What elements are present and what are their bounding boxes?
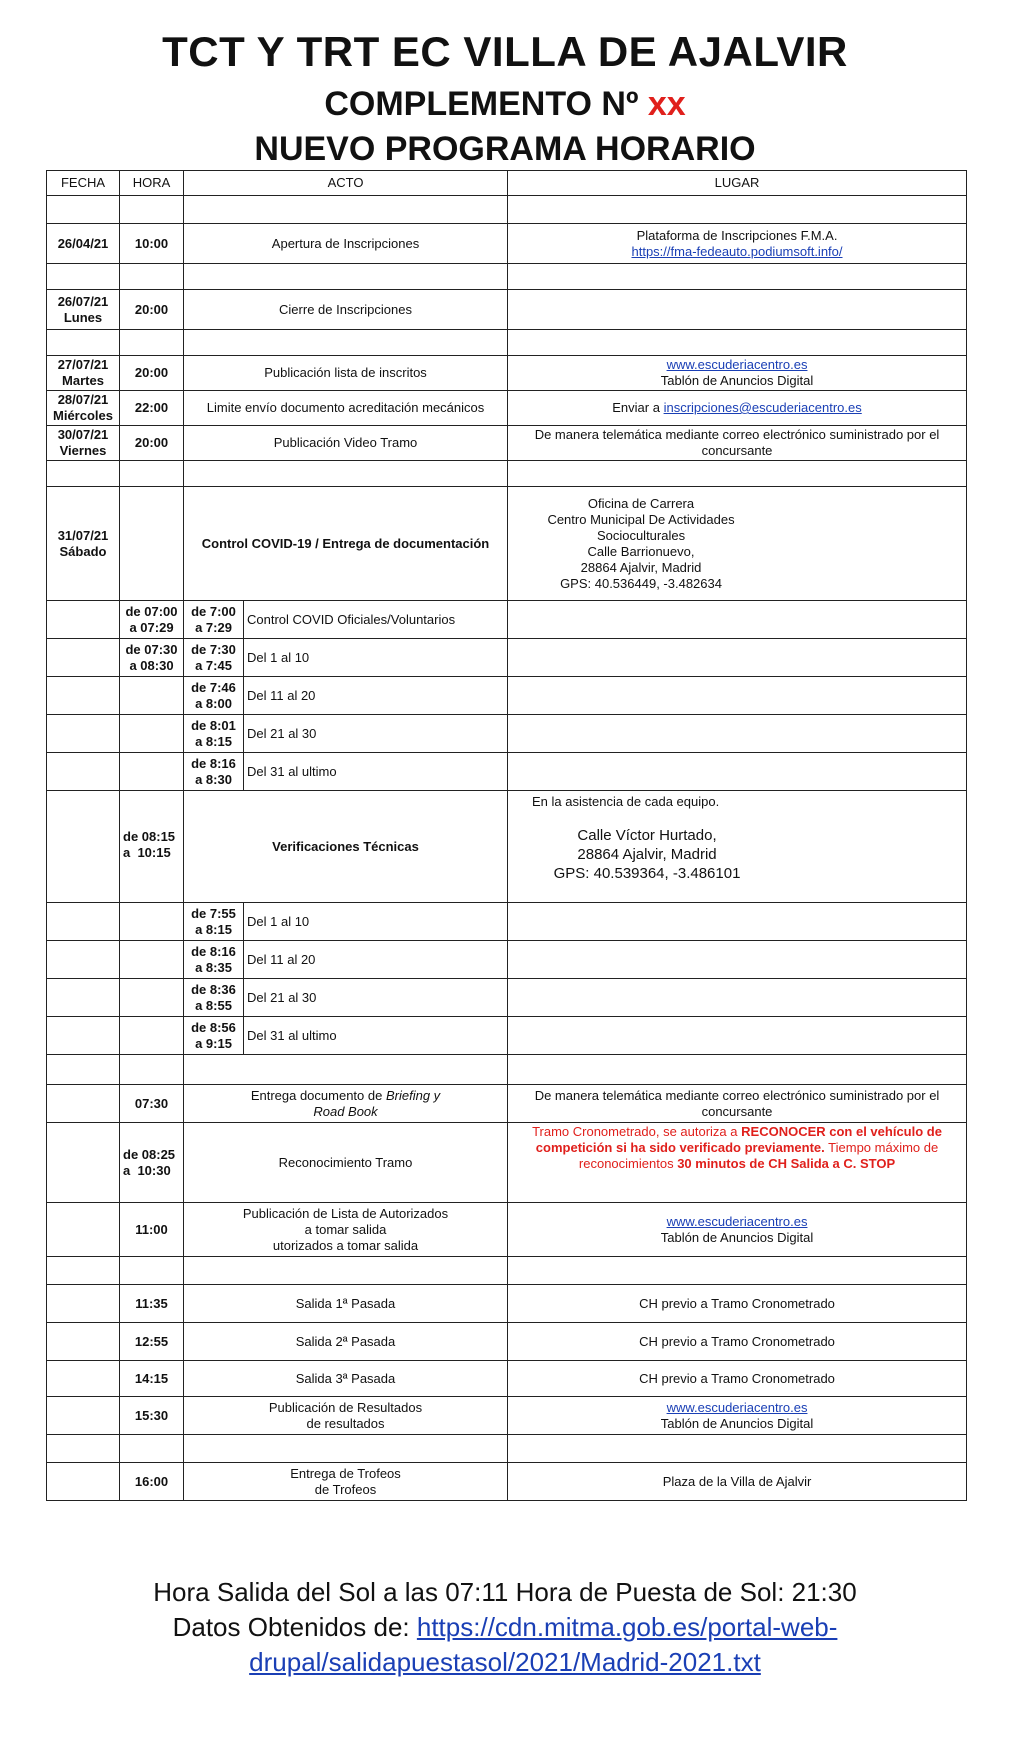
hora-cell: 20:00 [120, 426, 184, 461]
lugar-text: Plataforma de Inscripciones F.M.A. [636, 227, 838, 243]
fecha-date: 27/07/21 [57, 357, 109, 372]
acto-line: Entrega de Trofeos [290, 1465, 401, 1481]
acto-cell: Del 31 al ultimo [244, 1017, 508, 1055]
hora-from: de 07:00 [125, 603, 178, 619]
hora-cell: 14:15 [120, 1361, 184, 1397]
fecha-cell [47, 356, 120, 391]
hora-cell [120, 941, 184, 979]
lugar-line: 28864 Ajalvir, Madrid [580, 559, 702, 575]
subhora-from: de 8:36 [191, 981, 236, 997]
fecha-cell [47, 1123, 120, 1203]
lugar-cell: CH previo a Tramo Cronometrado [508, 1285, 967, 1323]
fecha-day: Sábado [59, 543, 107, 559]
hora-cell: 10:00 [120, 224, 184, 264]
acto-cell: Verificaciones Técnicas [184, 791, 508, 903]
lugar-cell [508, 941, 967, 979]
fecha-cell [47, 753, 120, 791]
hora-from: de 08:15 [123, 829, 176, 844]
lugar-line: 28864 Ajalvir, Madrid [577, 846, 717, 863]
table-header-row [47, 171, 967, 196]
table-row [47, 941, 967, 979]
document-title: TCT Y TRT EC VILLA DE AJALVIR [162, 28, 848, 75]
fecha-cell [47, 1463, 120, 1501]
lugar-cell [508, 224, 967, 264]
lugar-text: Tablón de Anuncios Digital [660, 1415, 814, 1431]
acto-line: Publicación de Resultados [268, 1399, 423, 1415]
hora-cell [120, 715, 184, 753]
fecha-cell [47, 1397, 120, 1435]
hora-cell: 07:30 [120, 1085, 184, 1123]
lugar-cell: De manera telemática mediante correo electrónico suministrado por el concursante [508, 426, 967, 461]
fecha-date: 28/07/21 [57, 392, 109, 407]
subhora-from: de 7:46 [191, 679, 236, 695]
table-row [47, 1123, 967, 1203]
lugar-cell [508, 677, 967, 715]
col-header-lugar: LUGAR [508, 171, 967, 196]
recon-note-bold: 30 minutos de CH Salida a C. STOP [677, 1156, 896, 1171]
hora-cell [120, 601, 184, 639]
hora-from: de 08:25 [123, 1146, 176, 1162]
lugar-text: Tablón de Anuncios Digital [660, 1229, 814, 1245]
email-link[interactable]: inscripciones@escuderiacentro.es [663, 400, 862, 415]
hora-cell [120, 639, 184, 677]
table-row [47, 1397, 967, 1435]
lugar-cell [508, 601, 967, 639]
table-row [47, 487, 967, 601]
source-prefix: Datos Obtenidos de: [172, 1612, 410, 1642]
subhora-cell [184, 639, 244, 677]
acto-emphasis: Briefing y [385, 1087, 441, 1103]
lugar-cell [508, 639, 967, 677]
lugar-cell [508, 903, 967, 941]
lugar-cell [508, 1203, 967, 1257]
hora-cell: 11:00 [120, 1203, 184, 1257]
table-row [47, 791, 967, 903]
fecha-date: 26/07/21 [57, 293, 109, 309]
table-row [47, 290, 967, 330]
hora-to: a 07:29 [129, 619, 174, 635]
subhora-from: de 8:01 [191, 717, 236, 733]
subhora-from: de 7:55 [191, 905, 236, 921]
hora-cell: 20:00 [120, 290, 184, 330]
complement-label: COMPLEMENTO Nº [324, 85, 639, 123]
fecha-cell [47, 426, 120, 461]
fecha-day: Martes [62, 373, 104, 388]
fecha-cell [47, 677, 120, 715]
acto-line: de Trofeos [314, 1481, 377, 1497]
subhora-cell [184, 601, 244, 639]
fecha-cell [47, 1017, 120, 1055]
subhora-to: a 8:55 [195, 997, 232, 1013]
lugar-cell: De manera telemática mediante correo electrónico suministrado por el concursante [508, 1085, 967, 1123]
lugar-cell [508, 753, 967, 791]
subhora-to: a 8:00 [195, 695, 232, 711]
acto-cell: Salida 3ª Pasada [184, 1361, 508, 1397]
acto-text: Entrega documento de [250, 1087, 383, 1103]
lugar-cell [508, 1123, 967, 1203]
lugar-text: Enviar a [612, 400, 660, 415]
subhora-to: a 7:45 [195, 657, 232, 673]
subhora-from: de 7:30 [191, 641, 236, 657]
hora-to: a 08:30 [129, 657, 174, 673]
lugar-cell: Plaza de la Villa de Ajalvir [508, 1463, 967, 1501]
hora-cell [120, 487, 184, 601]
fecha-cell [47, 791, 120, 903]
lugar-note: En la asistencia de cada equipo. [532, 794, 720, 809]
col-header-acto: ACTO [184, 171, 508, 196]
acto-cell: Control COVID Oficiales/Voluntarios [244, 601, 508, 639]
escuderia-link[interactable]: www.escuderiacentro.es [666, 1399, 808, 1415]
acto-cell: Salida 2ª Pasada [184, 1323, 508, 1361]
acto-cell: Del 1 al 10 [244, 639, 508, 677]
table-row [47, 1017, 967, 1055]
fecha-cell [47, 715, 120, 753]
spacer-row [47, 196, 967, 224]
table-row [47, 639, 967, 677]
subhora-cell [184, 753, 244, 791]
fecha-cell [47, 601, 120, 639]
hora-cell [120, 677, 184, 715]
acto-cell: Limite envío documento acreditación mecánicos [184, 391, 508, 426]
hora-cell: 12:55 [120, 1323, 184, 1361]
acto-cell: Control COVID-19 / Entrega de documentación [184, 487, 508, 601]
lugar-cell [508, 1397, 967, 1435]
subhora-cell [184, 903, 244, 941]
table-row [47, 1361, 967, 1397]
hora-to: a 10:15 [123, 845, 171, 860]
acto-cell: Del 1 al 10 [244, 903, 508, 941]
subhora-cell [184, 715, 244, 753]
col-header-hora: HORA [120, 171, 184, 196]
spacer-row [47, 330, 967, 356]
fma-link[interactable]: https://fma-fedeauto.podiumsoft.info/ [631, 243, 843, 259]
fecha-cell [47, 290, 120, 330]
fecha-date: 31/07/21 [57, 527, 109, 543]
table-row [47, 356, 967, 391]
acto-cell: Del 11 al 20 [244, 677, 508, 715]
lugar-cell [508, 391, 967, 426]
acto-cell: Del 31 al ultimo [244, 753, 508, 791]
fecha-date: 30/07/21 [57, 427, 109, 442]
recon-note: Tiempo máximo de reconocimientos [578, 1140, 939, 1171]
lugar-line: GPS: 40.536449, -3.482634 [560, 575, 722, 591]
hora-cell: 15:30 [120, 1397, 184, 1435]
lugar-line: Oficina de Carrera [587, 495, 695, 511]
lugar-cell: CH previo a Tramo Cronometrado [508, 1323, 967, 1361]
table-row [47, 979, 967, 1017]
subhora-to: a 8:15 [195, 921, 232, 937]
acto-cell: Salida 1ª Pasada [184, 1285, 508, 1323]
fecha-cell [47, 1285, 120, 1323]
lugar-line: Centro Municipal De Actividades [547, 511, 735, 527]
escuderia-link[interactable]: www.escuderiacentro.es [666, 1213, 808, 1229]
lugar-cell [508, 1017, 967, 1055]
acto-cell [184, 1397, 508, 1435]
subhora-to: a 9:15 [195, 1035, 232, 1051]
acto-cell: Del 21 al 30 [244, 979, 508, 1017]
subhora-to: a 7:29 [195, 619, 232, 635]
lugar-line: GPS: 40.539364, -3.486101 [553, 865, 741, 882]
acto-emphasis: Road Book [313, 1103, 378, 1119]
fecha-day: Viernes [59, 443, 107, 458]
hora-cell: 11:35 [120, 1285, 184, 1323]
complement-heading [0, 85, 1010, 124]
lugar-cell [508, 791, 967, 903]
hora-cell [120, 979, 184, 1017]
acto-cell: Cierre de Inscripciones [184, 290, 508, 330]
fecha-cell [47, 1203, 120, 1257]
acto-line: utorizados a tomar salida [272, 1237, 419, 1253]
acto-cell [184, 1203, 508, 1257]
table-row [47, 1463, 967, 1501]
lugar-text: Tablón de Anuncios Digital [660, 373, 814, 388]
lugar-cell [508, 715, 967, 753]
fecha-cell [47, 941, 120, 979]
subhora-to: a 8:30 [195, 771, 232, 787]
fecha-cell [47, 639, 120, 677]
source-line [0, 1610, 1010, 1645]
lugar-line: Calle Víctor Hurtado, [577, 827, 717, 844]
subhora-to: a 8:15 [195, 733, 232, 749]
acto-cell: Apertura de Inscripciones [184, 224, 508, 264]
fecha-cell [47, 979, 120, 1017]
hora-cell [120, 791, 184, 903]
table-row [47, 753, 967, 791]
hora-to: a 10:30 [123, 1162, 171, 1178]
lugar-cell [508, 487, 967, 601]
subhora-from: de 7:00 [191, 603, 236, 619]
table-row [47, 1085, 967, 1123]
hora-cell [120, 903, 184, 941]
acto-cell: Del 11 al 20 [244, 941, 508, 979]
hora-cell: 20:00 [120, 356, 184, 391]
acto-line: de resultados [306, 1415, 385, 1431]
table-row [47, 601, 967, 639]
acto-cell [184, 1463, 508, 1501]
fecha-cell [47, 487, 120, 601]
source-line-2 [0, 1645, 1010, 1680]
lugar-line: Socioculturales [596, 527, 686, 543]
lugar-cell: CH previo a Tramo Cronometrado [508, 1361, 967, 1397]
spacer-row [47, 264, 967, 290]
lugar-cell [508, 356, 967, 391]
fecha-day: Lunes [63, 309, 103, 325]
fecha-day: Miércoles [53, 408, 113, 423]
table-row [47, 677, 967, 715]
acto-cell [184, 1085, 508, 1123]
acto-line: Publicación de Lista de Autorizados [242, 1205, 449, 1221]
table-row [47, 1285, 967, 1323]
hora-cell: 22:00 [120, 391, 184, 426]
table-row [47, 391, 967, 426]
spacer-row [47, 1055, 967, 1085]
fecha-cell [47, 1361, 120, 1397]
fecha-cell [47, 1323, 120, 1361]
table-row [47, 903, 967, 941]
spacer-row [47, 1257, 967, 1285]
hora-cell [120, 1123, 184, 1203]
fecha-cell: 26/04/21 [47, 224, 120, 264]
recon-note-bold: RECONOCER con el vehículo de competición si ha sido verificado previamente. [535, 1124, 942, 1155]
table-row [47, 426, 967, 461]
subhora-from: de 8:56 [191, 1019, 236, 1035]
fecha-cell [47, 1085, 120, 1123]
spacer-row [47, 1435, 967, 1463]
hora-from: de 07:30 [125, 641, 178, 657]
hora-cell: 16:00 [120, 1463, 184, 1501]
fecha-cell [47, 903, 120, 941]
col-header-fecha: FECHA [47, 171, 120, 196]
sun-times: Hora Salida del Sol a las 07:11 Hora de Puesta de Sol: 21:30 [153, 1577, 857, 1607]
table-row [47, 224, 967, 264]
table-row [47, 1203, 967, 1257]
acto-cell: Del 21 al 30 [244, 715, 508, 753]
hora-cell [120, 1017, 184, 1055]
fecha-cell [47, 391, 120, 426]
subhora-cell [184, 979, 244, 1017]
complement-number: xx [647, 85, 686, 123]
acto-cell: Publicación lista de inscritos [184, 356, 508, 391]
subhora-cell [184, 941, 244, 979]
lugar-cell [508, 290, 967, 330]
source-link-part2[interactable]: drupal/salidapuestasol/2021/Madrid-2021.txt [249, 1647, 761, 1677]
escuderia-link[interactable]: www.escuderiacentro.es [666, 357, 808, 372]
recon-note: Tramo Cronometrado, se autoriza a [532, 1124, 738, 1139]
subhora-cell [184, 1017, 244, 1055]
hora-cell [120, 753, 184, 791]
document-subtitle: NUEVO PROGRAMA HORARIO [254, 130, 756, 168]
acto-cell: Reconocimiento Tramo [184, 1123, 508, 1203]
acto-cell: Publicación Video Tramo [184, 426, 508, 461]
acto-line: a tomar salida [304, 1221, 387, 1237]
subhora-to: a 8:35 [195, 959, 232, 975]
subhora-cell [184, 677, 244, 715]
table-row [47, 715, 967, 753]
subhora-from: de 8:16 [191, 943, 236, 959]
spacer-row [47, 461, 967, 487]
lugar-line: Calle Barrionuevo, [587, 543, 695, 559]
schedule-table [46, 170, 967, 1501]
source-link-part1[interactable]: https://cdn.mitma.gob.es/portal-web- [416, 1612, 838, 1642]
subhora-from: de 8:16 [191, 755, 236, 771]
lugar-cell [508, 979, 967, 1017]
table-row [47, 1323, 967, 1361]
